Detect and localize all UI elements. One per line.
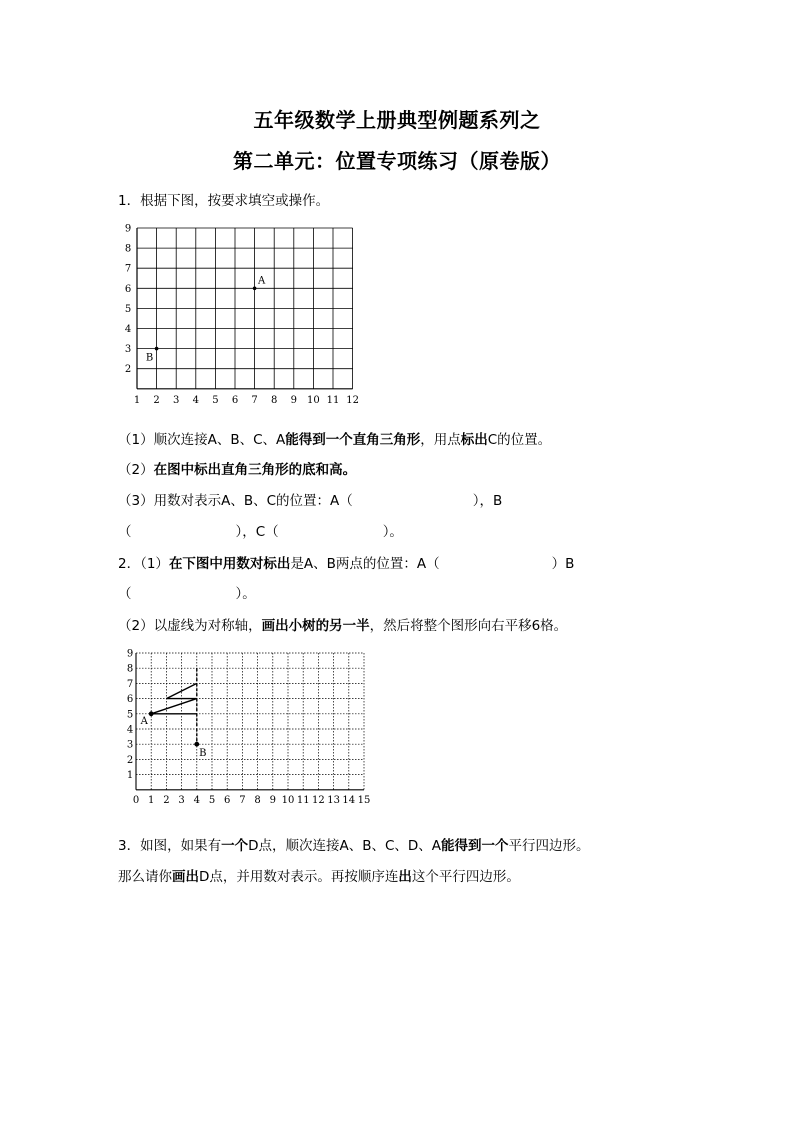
point-A xyxy=(253,287,257,291)
point-label-B: B xyxy=(199,748,207,760)
x-tick-label: 7 xyxy=(251,394,258,406)
x-tick-label: 5 xyxy=(208,794,216,806)
q2-part1-text-f: ）。 xyxy=(235,586,256,602)
point-label-A: A xyxy=(140,715,148,727)
q1-part2-text-b: 在图中标出直角三角形的底和高。 xyxy=(153,462,357,478)
q2-part2-text-a: （2）以虚线为对称轴， xyxy=(118,618,262,634)
q1-stem: 1．根据下图，按要求填空或操作。 xyxy=(118,193,330,209)
q3-line1-text-b: 一个 xyxy=(221,838,249,854)
q1-part1-text-e: C的位置。 xyxy=(487,432,552,448)
y-tick-label: 9 xyxy=(124,223,132,235)
q2-part1-text-c: 是A、B两点的位置：A（ xyxy=(290,556,440,572)
q1-part3-text-c: （ xyxy=(118,524,132,540)
q2-part2-text-c: ，然后将整个图形向右平移6格。 xyxy=(369,618,568,634)
q1-part3-text-e: ）。 xyxy=(382,524,403,540)
q1-part3-text-a: （3）用数对表示A、B、C的位置：A（ xyxy=(118,493,353,509)
q2-part2 xyxy=(118,614,567,634)
x-tick-label: 2 xyxy=(153,394,160,406)
q1-part1 xyxy=(118,428,551,448)
x-tick-label: 1 xyxy=(148,794,155,806)
q2-part1 xyxy=(118,552,574,572)
y-tick-label: 6 xyxy=(126,694,134,706)
x-tick-label: 3 xyxy=(173,394,180,406)
q1-part1-text-a: （1）顺次连接A、B、C、A xyxy=(118,432,286,448)
x-tick-label: 12 xyxy=(312,794,325,806)
x-tick-label: 15 xyxy=(357,794,371,806)
point-A xyxy=(149,711,154,716)
x-tick-label: 3 xyxy=(178,794,185,806)
q2-grid xyxy=(126,644,386,816)
page-subtitle: 第二单元：位置专项练习（原卷版） xyxy=(233,149,561,173)
q3-line2-text-b: 画出 xyxy=(172,869,199,885)
q2-part1-text-d: ）B xyxy=(551,556,575,572)
q1-part1-text-b: 能得到一个直角三角形 xyxy=(285,432,421,448)
x-tick-label: 7 xyxy=(239,794,246,806)
q3-line1-text-c: D点，顺次连接A、B、C、D、A xyxy=(248,838,442,854)
q1-grid xyxy=(110,218,370,413)
x-tick-label: 10 xyxy=(281,794,295,806)
y-tick-label: 4 xyxy=(124,324,132,335)
y-tick-label: 9 xyxy=(126,648,134,660)
q1-part1-text-c: ，用点 xyxy=(420,432,461,448)
x-tick-label: 1 xyxy=(133,394,141,406)
q2-part1-cont xyxy=(118,582,256,602)
y-tick-label: 5 xyxy=(126,709,134,721)
x-tick-label: 8 xyxy=(271,394,278,406)
x-tick-label: 5 xyxy=(212,394,219,406)
y-tick-label: 5 xyxy=(124,303,132,315)
q1-part2 xyxy=(118,458,356,478)
x-tick-label: 6 xyxy=(231,394,239,406)
q1-part3-text-d: ），C（ xyxy=(235,524,279,540)
x-tick-label: 11 xyxy=(296,794,310,806)
q1-part2-text-a: （2） xyxy=(118,462,154,478)
q3-line2-text-c: D点，并用数对表示。再按顺序连 xyxy=(199,869,399,885)
y-tick-label: 3 xyxy=(126,739,134,751)
y-tick-label: 6 xyxy=(124,283,132,295)
page-title: 五年级数学上册典型例题系列之 xyxy=(253,108,541,132)
x-tick-label: 12 xyxy=(346,394,359,406)
q3-line2-text-a: 那么请你 xyxy=(118,869,172,885)
q3-line1 xyxy=(118,834,590,854)
point-label-B: B xyxy=(145,352,154,364)
x-tick-label: 9 xyxy=(290,394,297,406)
x-tick-label: 13 xyxy=(327,794,340,806)
point-label-A: A xyxy=(257,275,266,287)
x-tick-label: 9 xyxy=(269,794,276,806)
point-B xyxy=(194,742,199,747)
q1-part3 xyxy=(118,489,502,509)
x-tick-label: 8 xyxy=(254,794,261,806)
q2-part1-text-b: 在下图中用数对标出 xyxy=(168,556,291,572)
y-tick-label: 4 xyxy=(126,724,134,736)
y-tick-label: 2 xyxy=(124,364,132,376)
q3-line1-text-a: 3．如图，如果有 xyxy=(118,838,222,854)
x-tick-label: 4 xyxy=(193,794,200,806)
x-tick-label: 11 xyxy=(326,394,340,406)
y-tick-label: 2 xyxy=(126,754,134,766)
q1-part1-text-d: 标出 xyxy=(460,432,488,448)
x-tick-label: 10 xyxy=(307,394,320,406)
x-tick-label: 14 xyxy=(342,794,356,806)
x-tick-label: 4 xyxy=(192,394,199,406)
x-tick-label: 2 xyxy=(163,794,170,806)
q3-line1-text-d: 能得到一个 xyxy=(441,838,509,854)
q3-line2 xyxy=(118,865,520,885)
q1-part3-text-b: ），B xyxy=(472,493,503,509)
y-tick-label: 3 xyxy=(124,344,132,356)
y-tick-label: 1 xyxy=(126,770,134,782)
q2-part2-text-b: 画出小树的另一半 xyxy=(261,618,370,634)
q1-part3-cont xyxy=(118,520,403,540)
q3-line2-text-e: 这个平行四边形。 xyxy=(411,869,520,885)
q3-line2-text-d: 出 xyxy=(398,869,412,885)
q3-line1-text-e: 平行四边形。 xyxy=(508,838,590,854)
y-tick-label: 8 xyxy=(126,663,134,675)
q2-part1-text-e: （ xyxy=(118,586,132,602)
x-tick-label: 0 xyxy=(132,794,140,806)
y-tick-label: 7 xyxy=(124,263,132,275)
q2-part1-text-a: 2．（1） xyxy=(118,556,169,572)
x-tick-label: 6 xyxy=(224,794,231,806)
point-B xyxy=(155,347,159,351)
y-tick-label: 7 xyxy=(126,678,134,690)
y-tick-label: 8 xyxy=(124,243,132,255)
